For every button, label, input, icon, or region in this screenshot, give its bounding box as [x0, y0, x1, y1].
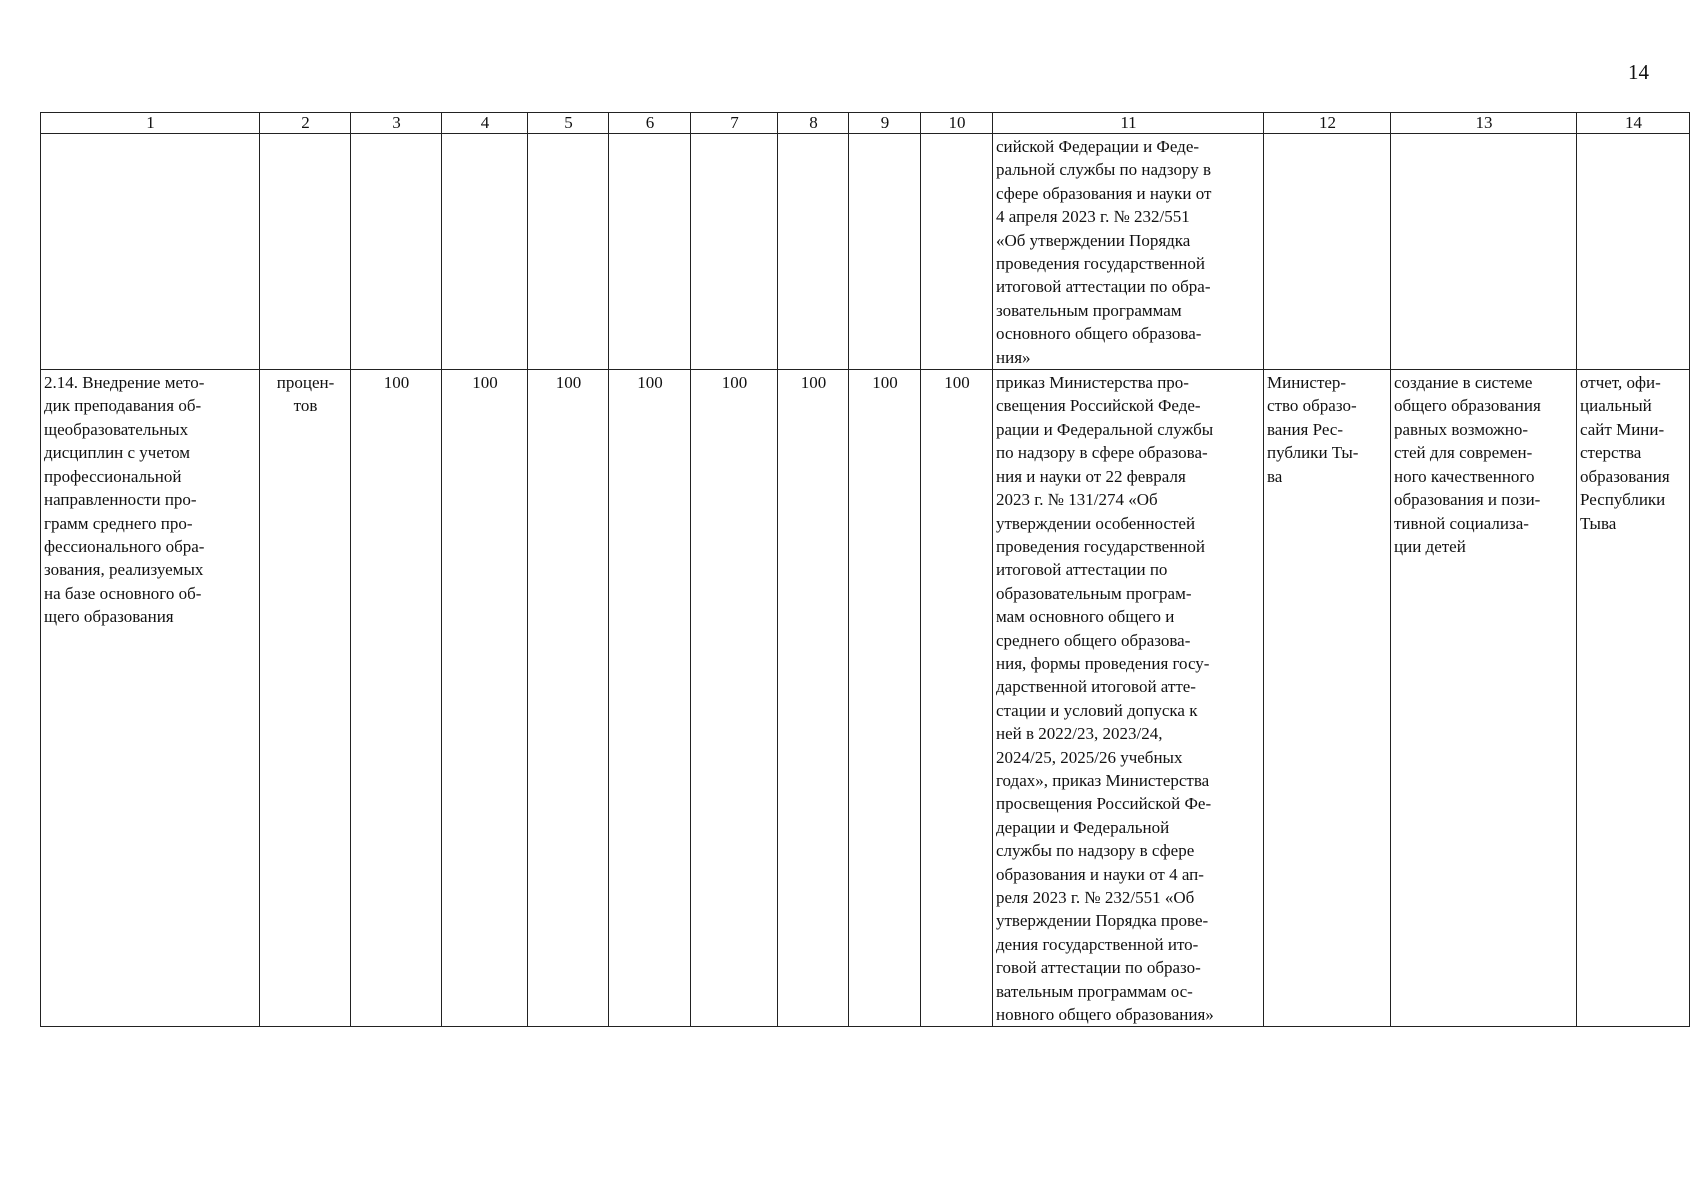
text-line: 2.14. Внедрение мето- [44, 373, 205, 393]
empty-cell [778, 134, 849, 370]
text-line: вания Рес- [1267, 419, 1344, 439]
text-line: образования [1580, 466, 1670, 486]
text-line: тов [293, 396, 318, 416]
column-number: 6 [609, 113, 691, 134]
text-line: утверждении особенностей [996, 513, 1196, 533]
text-line: общего образования [1394, 396, 1541, 416]
text-line: дик преподавания об- [44, 396, 202, 416]
text-line: образования и пози- [1394, 490, 1541, 510]
text-line: по надзору в сфере образова- [996, 443, 1208, 463]
text-line: ции детей [1394, 536, 1466, 556]
text-line: службы по надзору в сфере [996, 841, 1195, 861]
text-line: «Об утверждении Порядка [996, 230, 1191, 250]
text-line: сийской Федерации и Феде- [996, 137, 1200, 156]
empty-cell [609, 134, 691, 370]
empty-cell [528, 134, 609, 370]
text-line: основного общего образова- [996, 324, 1202, 344]
text-line: ство образо- [1267, 396, 1357, 416]
text-line: итоговой аттестации по обра- [996, 277, 1211, 297]
text-line: отчет, офи- [1580, 373, 1661, 393]
text-line: ней в 2022/23, 2023/24, [996, 724, 1163, 744]
text-line: мам основного общего и [996, 607, 1175, 627]
text-line: ния и науки от 22 февраля [996, 466, 1186, 486]
text-line: зовательным программам [996, 300, 1182, 320]
text-line: просвещения Российской Фе- [996, 794, 1212, 814]
result-cell [1391, 370, 1577, 1027]
text-line: направленности про- [44, 490, 197, 510]
empty-cell [351, 134, 442, 370]
column-number: 4 [442, 113, 528, 134]
text-line: создание в системе [1394, 373, 1533, 393]
text-line: равных возможно- [1394, 419, 1529, 439]
text-line: Республики [1580, 490, 1666, 510]
text-line: 4 апреля 2023 г. № 232/551 [996, 207, 1190, 227]
empty-cell [41, 134, 260, 370]
text-line: дарственной итоговой атте- [996, 677, 1196, 697]
value-cell: 100 [849, 370, 921, 1027]
value-cell: 100 [921, 370, 993, 1027]
text-line: публики Ты- [1267, 443, 1359, 463]
text-line: среднего общего образова- [996, 630, 1191, 650]
text-line: стации и условий допуска к [996, 700, 1198, 720]
continuation-row [41, 134, 1690, 370]
text-line: щего образования [44, 607, 174, 627]
column-number-row [41, 113, 1690, 134]
empty-cell [1391, 134, 1577, 370]
text-line: рации и Федеральной службы [996, 419, 1214, 439]
legal-basis-cell [993, 370, 1264, 1027]
empty-cell [921, 134, 993, 370]
column-number: 13 [1391, 113, 1577, 134]
column-number: 7 [691, 113, 778, 134]
text-line: щеобразовательных [44, 419, 189, 439]
empty-cell [1577, 134, 1690, 370]
executor-cell [1264, 370, 1391, 1027]
text-line: зования, реализуемых [44, 560, 204, 580]
empty-cell [1264, 134, 1391, 370]
text-line: новного общего образования» [996, 1005, 1214, 1025]
text-line: утверждении Порядка прове- [996, 911, 1209, 931]
text-line: дения государственной ито- [996, 934, 1199, 954]
value-cell: 100 [351, 370, 442, 1027]
column-number: 8 [778, 113, 849, 134]
column-number: 3 [351, 113, 442, 134]
column-number: 1 [41, 113, 260, 134]
column-number: 12 [1264, 113, 1391, 134]
text-line: образовательным програм- [996, 583, 1192, 603]
empty-cell [442, 134, 528, 370]
empty-cell [691, 134, 778, 370]
text-line: процен- [276, 373, 335, 393]
report-cell [1577, 370, 1690, 1027]
text-line: ния» [996, 347, 1031, 367]
text-line: реля 2023 г. № 232/551 «Об [996, 888, 1195, 907]
empty-cell [849, 134, 921, 370]
value-cell: 100 [528, 370, 609, 1027]
text-line: циальный [1580, 396, 1652, 416]
text-line: проведения государственной [996, 254, 1205, 274]
page-number: 14 [1628, 60, 1649, 84]
text-line: приказ Министерства про- [996, 373, 1189, 393]
text-line: фессионального обра- [44, 536, 205, 556]
text-line: образования и науки от 4 ап- [996, 864, 1204, 884]
document-table [40, 112, 1690, 1027]
empty-cell [260, 134, 351, 370]
value-cell: 100 [609, 370, 691, 1027]
text-line: сфере образования и науки от [996, 183, 1212, 203]
text-line: тивной социализа- [1394, 513, 1529, 533]
text-line: дерации и Федеральной [996, 817, 1170, 837]
text-line: проведения государственной [996, 536, 1205, 556]
text-line: вательным программам ос- [996, 981, 1193, 1001]
column-number: 11 [993, 113, 1264, 134]
table-row [41, 370, 1690, 1027]
text-line: итоговой аттестации по [996, 560, 1168, 580]
text-line: 2024/25, 2025/26 учебных [996, 747, 1183, 767]
text-line: на базе основного об- [44, 583, 202, 603]
text-line: сайт Мини- [1580, 419, 1665, 439]
text-line: ральной службы по надзору в [996, 160, 1212, 180]
text-line: годах», приказ Министерства [996, 770, 1210, 790]
column-number: 9 [849, 113, 921, 134]
text-line: ва [1267, 466, 1283, 486]
text-line: стей для современ- [1394, 443, 1533, 463]
column-number: 2 [260, 113, 351, 134]
value-cell: 100 [691, 370, 778, 1027]
column-number: 14 [1577, 113, 1690, 134]
text-line: профессиональной [44, 466, 182, 486]
text-line: свещения Российской Феде- [996, 396, 1201, 416]
value-cell: 100 [442, 370, 528, 1027]
text-line: говой аттестации по образо- [996, 958, 1201, 978]
legal-basis-continuation [993, 134, 1264, 370]
value-cell: 100 [778, 370, 849, 1027]
text-line: 2023 г. № 131/274 «Об [996, 490, 1158, 510]
text-line: грамм среднего про- [44, 513, 193, 533]
text-line: ния, формы проведения госу- [996, 653, 1210, 673]
text-line: ного качественного [1394, 466, 1535, 486]
column-number: 10 [921, 113, 993, 134]
measure-name-cell [41, 370, 260, 1027]
text-line: дисциплин с учетом [44, 443, 191, 463]
text-line: стерства [1580, 443, 1642, 463]
text-line: Министер- [1267, 373, 1347, 393]
text-line: Тыва [1580, 513, 1617, 533]
unit-cell [260, 370, 351, 1027]
column-number: 5 [528, 113, 609, 134]
